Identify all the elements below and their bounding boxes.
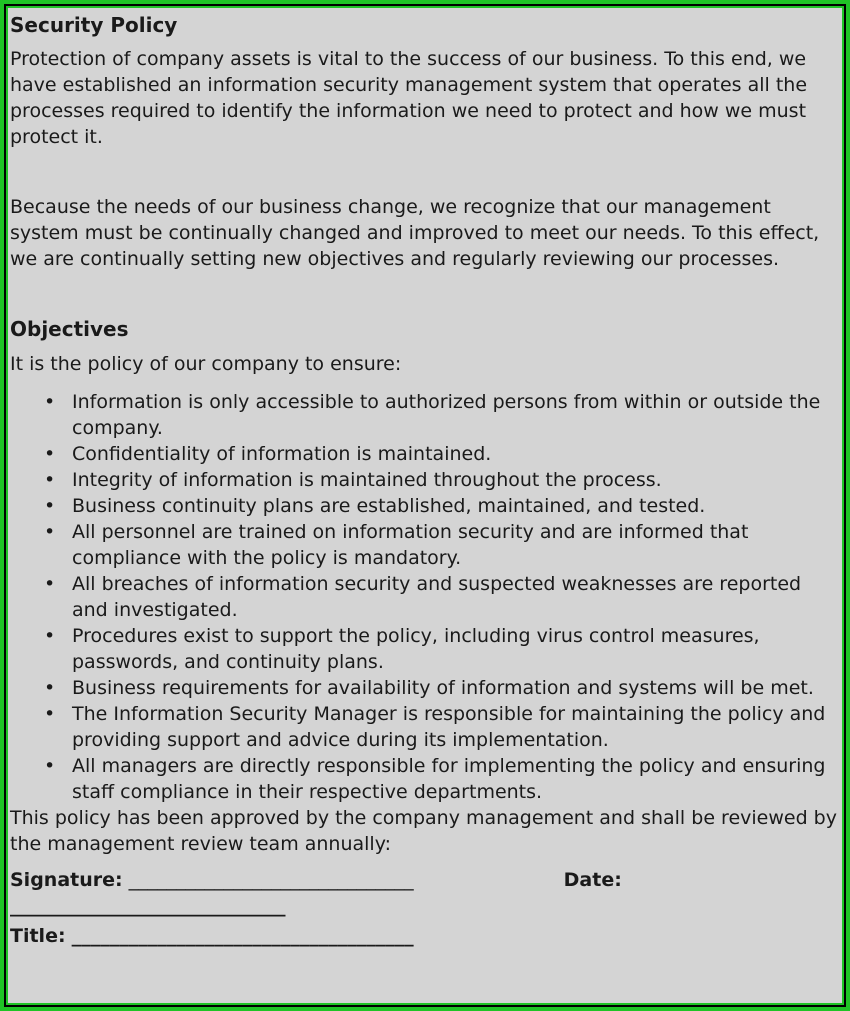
objective-item [10, 753, 840, 805]
intro-paragraph-2: Because the needs of our business change, we recognize that our management system must be continually changed and improved to meet our needs. To this effect, we are continually setting new objectives and regularly reviewing our processes. [10, 196, 820, 270]
objective-text: Business requirements for availability of information and systems will be met. [72, 677, 814, 699]
bullet-icon: • [44, 677, 56, 699]
objective-item [10, 441, 840, 467]
objective-text: The Information Security Manager is responsible for maintaining the policy and providing support and advice during its implementation. [72, 703, 826, 751]
date-line-row [10, 893, 840, 919]
objective-item [10, 493, 840, 519]
objective-text: Integrity of information is maintained throughout the process. [72, 469, 662, 491]
title-line: ____________________________________ [71, 925, 414, 947]
bullet-icon: • [44, 755, 56, 777]
objectives-heading: Objectives [10, 317, 129, 341]
objective-item [10, 389, 840, 441]
objective-item [10, 519, 840, 571]
document-content [8, 8, 842, 1003]
approval-note: This policy has been approved by the company management and shall be reviewed by the management review team annually: [10, 807, 837, 855]
objective-item [10, 701, 840, 753]
objective-item [10, 675, 840, 701]
bullet-icon: • [44, 625, 56, 647]
title-label: Title: [10, 925, 66, 947]
objectives-lead: It is the policy of our company to ensure: [10, 353, 402, 375]
date-line: _____________________________ [10, 895, 286, 917]
document-title: Security Policy [10, 13, 178, 37]
objective-text: All managers are directly responsible for implementing the policy and ensuring staff compliance in their respective departments. [72, 755, 826, 803]
bullet-icon: • [44, 443, 56, 465]
bullet-icon: • [44, 703, 56, 725]
bullet-icon: • [44, 573, 56, 595]
objective-item [10, 571, 840, 623]
bullet-icon: • [44, 495, 56, 517]
objective-text: Confidentiality of information is maintained. [72, 443, 492, 465]
objective-text: All breaches of information security and suspected weaknesses are reported and investigated. [72, 573, 802, 621]
bullet-icon: • [44, 391, 56, 413]
signature-row [10, 867, 840, 893]
objective-text: Business continuity plans are established, maintained, and tested. [72, 495, 706, 517]
bullet-icon: • [44, 469, 56, 491]
objective-item [10, 467, 840, 493]
bullet-icon: • [44, 521, 56, 543]
document-inner-border [4, 4, 846, 1007]
objective-text: Information is only accessible to authorized persons from within or outside the company. [72, 391, 821, 439]
objective-text: All personnel are trained on information security and are informed that compliance with the policy is mandatory. [72, 521, 749, 569]
signature-label: Signature: [10, 869, 123, 891]
signature-line: ______________________________ [128, 869, 414, 891]
objectives-list [10, 389, 840, 805]
date-label: Date: [563, 869, 622, 891]
title-row [10, 923, 840, 949]
objective-item [10, 623, 840, 675]
intro-paragraph-1: Protection of company assets is vital to the success of our business. To this end, we have established an information security management system that operates all the processes required to identify the information we need to protect and how we must protect it. [10, 48, 808, 148]
objective-text: Procedures exist to support the policy, including virus control measures, passwords, and continuity plans. [72, 625, 760, 673]
